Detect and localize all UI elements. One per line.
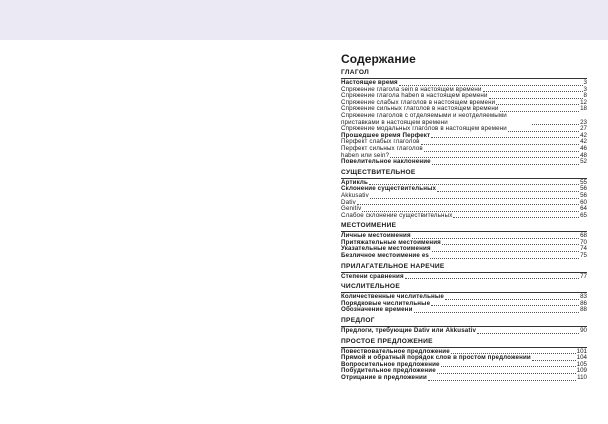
- toc-entry-page: 56: [580, 191, 587, 199]
- toc-entry[interactable]: [341, 213, 587, 220]
- toc-entry-page: 88: [580, 306, 587, 314]
- dot-leader: [496, 104, 579, 105]
- dot-leader: [445, 299, 579, 300]
- toc-section-noun: [341, 169, 587, 220]
- toc-entry-label: haben или sein?: [341, 151, 390, 159]
- toc-entry-page: 56: [580, 185, 587, 193]
- toc-section-preposition: [341, 317, 587, 335]
- dot-leader: [430, 258, 579, 259]
- toc-entry-page: 83: [580, 293, 587, 301]
- toc-section-pronoun: [341, 222, 587, 259]
- section-heading: ПРИЛАГАТЕЛЬНОЕ НАРЕЧИЕ: [341, 263, 587, 273]
- toc-title: Содержание: [341, 52, 416, 66]
- toc-entry[interactable]: [341, 307, 587, 314]
- dot-leader: [441, 366, 576, 367]
- toc-entry-page: 105: [576, 360, 587, 368]
- toc-entry[interactable]: [341, 200, 587, 207]
- toc-entry-page: 3: [583, 85, 587, 93]
- toc-section-simple-sentence: [341, 338, 587, 382]
- toc-entry-label: Вопросительное предложение: [341, 360, 440, 368]
- toc-entry-page: 55: [580, 178, 587, 186]
- dot-leader: [532, 124, 579, 125]
- section-heading: МЕСТОИМЕНИЕ: [341, 222, 587, 232]
- top-bar: [0, 0, 608, 40]
- table-of-contents: [341, 52, 587, 385]
- dot-leader: [424, 151, 579, 152]
- toc-entry-page: 60: [580, 198, 587, 206]
- section-heading: ГЛАГОЛ: [341, 69, 587, 79]
- dot-leader: [532, 360, 576, 361]
- toc-entry-page: 75: [580, 252, 587, 260]
- toc-entry-page: 42: [580, 131, 587, 139]
- toc-entry[interactable]: [341, 186, 587, 193]
- toc-entry-label: Притяжательные местоимения: [341, 238, 441, 246]
- toc-entry-label: Прошедшее время Перфект: [341, 131, 431, 139]
- toc-section-numeral: [341, 283, 587, 314]
- toc-entry[interactable]: [341, 375, 587, 382]
- toc-entry[interactable]: [341, 274, 587, 281]
- dot-leader: [437, 191, 579, 192]
- dot-leader: [431, 137, 579, 138]
- toc-entry-page: 77: [580, 272, 587, 280]
- toc-entry-page: 70: [580, 238, 587, 246]
- toc-entry-page: 74: [580, 245, 587, 253]
- toc-entry-label: Повелительное наклонение: [341, 158, 431, 166]
- dot-leader: [357, 204, 579, 205]
- dot-leader: [428, 380, 576, 381]
- toc-entry-page: 64: [580, 205, 587, 213]
- toc-entry-page: 27: [580, 125, 587, 133]
- toc-entry-page: 3: [583, 79, 587, 86]
- toc-entry-page: 68: [580, 232, 587, 240]
- toc-entry-label: Спряжение глагола sein в настоящем времени: [341, 85, 482, 93]
- toc-entry-page: 110: [577, 374, 587, 381]
- dot-leader: [489, 98, 583, 99]
- dot-leader: [437, 373, 576, 374]
- toc-entry-page: 18: [580, 105, 587, 113]
- section-heading: СУЩЕСТВИТЕЛЬНОЕ: [341, 169, 587, 179]
- toc-entry-page: 86: [580, 299, 587, 307]
- toc-entry-page: 12: [580, 98, 587, 106]
- toc-entry-label: Перфект сильных глаголов: [341, 144, 423, 152]
- dot-leader: [405, 278, 579, 279]
- toc-entry-label: Спряжение слабых глаголов в настоящем времени: [341, 98, 496, 106]
- toc-entry-label: Dativ: [341, 198, 356, 206]
- toc-entry-label: Genitiv: [341, 205, 362, 213]
- dot-leader: [477, 333, 579, 334]
- toc-entry-page: 109: [576, 367, 587, 375]
- toc-section-adjective: [341, 263, 587, 281]
- toc-entry-label: Порядковые числительные: [341, 299, 431, 307]
- toc-entry-label: Обозначение времени: [341, 306, 413, 314]
- toc-entry-label: Степени сравнения: [341, 272, 404, 280]
- toc-entry-label: Безличное местоимение es: [341, 252, 429, 260]
- dot-leader: [431, 305, 579, 306]
- toc-entry-page: 65: [580, 211, 587, 219]
- toc-entry-label: Спряжение сильных глаголов в настоящем времени: [341, 105, 499, 113]
- toc-entry-page: 42: [580, 138, 587, 146]
- toc-entry-label: Отрицание в предложении: [341, 374, 427, 381]
- dot-leader: [500, 111, 580, 112]
- toc-entry-page: 90: [580, 327, 587, 335]
- toc-entry-label: Спряжение глагола haben в настоящем времени: [341, 92, 488, 100]
- toc-entry-label: Предлоги, требующие Dativ или Akkusativ: [341, 327, 477, 335]
- dot-leader: [421, 144, 580, 145]
- toc-entry[interactable]: [341, 159, 587, 166]
- dot-leader: [432, 251, 579, 252]
- toc-entry-label: Склонение существительных: [341, 185, 437, 193]
- dot-leader: [432, 164, 579, 165]
- toc-entry[interactable]: [341, 193, 587, 200]
- dot-leader: [414, 312, 580, 313]
- toc-entry-label: Прямой и обратный порядок слов в простом предложении: [341, 354, 531, 362]
- toc-entry-label: Указательные местоимения: [341, 245, 431, 253]
- toc-entry-label: Личные местоимения: [341, 232, 411, 240]
- dot-leader: [483, 91, 583, 92]
- toc-entry-label: Артикль: [341, 178, 368, 186]
- toc-section-verb: [341, 69, 587, 166]
- section-heading: ПРОСТОЕ ПРЕДЛОЖЕНИЕ: [341, 338, 587, 348]
- toc-entry-label: Слабое склонение существительных: [341, 211, 453, 219]
- toc-entry-page: 46: [580, 144, 587, 152]
- toc-entry-label: Количественные числительные: [341, 293, 444, 301]
- toc-entry-label: Akkusativ: [341, 191, 369, 199]
- toc-entry-page: 8: [583, 92, 587, 100]
- dot-leader: [508, 131, 579, 132]
- toc-entry-page: 23: [580, 118, 587, 126]
- toc-entry[interactable]: [341, 328, 587, 335]
- toc-entry-label: Спряжение глаголов с отделяемыми и неотделяемыми приставками в настоящем времени: [341, 111, 507, 126]
- toc-entry-label: Повествовательное предложение: [341, 347, 450, 355]
- toc-entry-label: Побудительное предложение: [341, 367, 436, 375]
- toc-entry-label: Перфект слабых глаголов: [341, 138, 420, 146]
- toc-entry-page: 104: [576, 354, 587, 362]
- toc-entry-page: 52: [580, 158, 587, 166]
- toc-entry-label: Спряжение модальных глаголов в настоящем времени: [341, 125, 507, 133]
- toc-entry-label: Настоящее время: [341, 79, 398, 86]
- dot-leader: [442, 244, 579, 245]
- toc-entry-page: 48: [580, 151, 587, 159]
- section-heading: ЧИСЛИТЕЛЬНОЕ: [341, 283, 587, 293]
- toc-entry[interactable]: [341, 253, 587, 260]
- toc-entry-page: 101: [576, 347, 587, 355]
- dot-leader: [453, 217, 579, 218]
- section-heading: ПРЕДЛОГ: [341, 317, 587, 327]
- dot-leader: [370, 198, 579, 199]
